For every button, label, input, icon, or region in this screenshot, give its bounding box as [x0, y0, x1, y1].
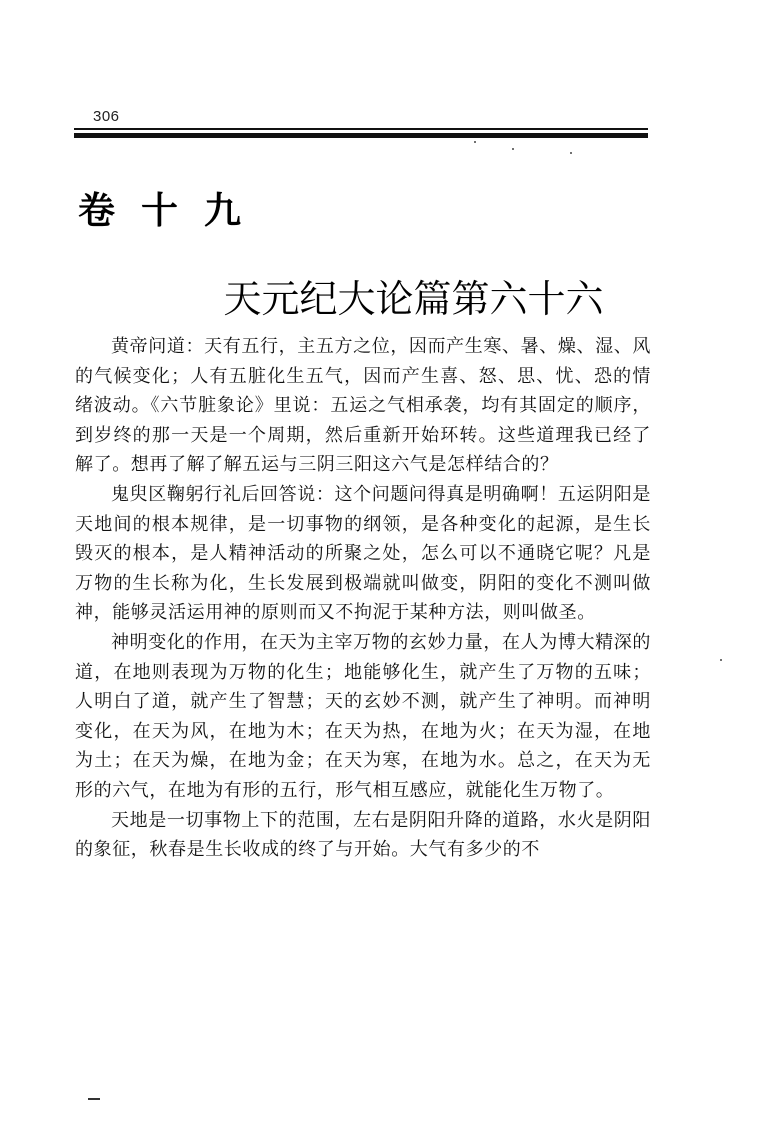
page-number: 306 [93, 108, 120, 125]
body-text [75, 332, 651, 865]
scan-speck [570, 152, 572, 154]
footer-mark [88, 1098, 100, 1100]
scan-speck [474, 141, 476, 143]
scan-speck [720, 659, 722, 661]
header-rule-thick [74, 133, 648, 138]
paragraph: 黄帝问道：天有五行，主五方之位，因而产生寒、暑、燥、湿、风的气候变化；人有五脏化生五气，因而产生喜、怒、思、忧、恐的情绪波动。《六节脏象论》里说：五运之气相承袭，均有其固定的顺序，到岁终的那一天是一个周期，然后重新开始环转。这些道理我已经了解了。想再了解了解五运与三阴三阳这六气是怎样结合的？ [75, 336, 651, 476]
paragraph: 神明变化的作用，在天为主宰万物的玄妙力量，在人为博大精深的道，在地则表现为万物的化生；地能够化生，就产生了万物的五味；人明白了道，就产生了智慧；天的玄妙不测，就产生了神明。而神明变化，在天为风，在地为木；在天为热，在地为火；在天为湿，在地为土；在天为燥，在地为金；在天为寒，在地为水。总之，在天为无形的六气，在地为有形的五行，形气相互感应，就能化生万物了。 [75, 631, 651, 801]
scan-speck [512, 148, 514, 150]
volume-title: 卷十九 [78, 189, 267, 232]
chapter-title: 天元纪大论篇第六十六 [223, 277, 604, 321]
header-rule-thin [74, 128, 648, 130]
paragraph: 天地是一切事物上下的范围，左右是阴阳升降的道路，水火是阴阳的象征，秋春是生长收成的终了与开始。大气有多少的不 [75, 809, 651, 861]
paragraph: 鬼臾区鞠躬行礼后回答说：这个问题问得真是明确啊！五运阴阳是天地间的根本规律，是一切事物的纲领，是各种变化的起源，是生长毁灭的根本，是人精神活动的所聚之处，怎么可以不通晓它呢？凡是万物的生长称为化，生长发展到极端就叫做变，阴阳的变化不测叫做神，能够灵活运用神的原则而又不拘泥于某种方法，则叫做圣。 [75, 483, 651, 624]
